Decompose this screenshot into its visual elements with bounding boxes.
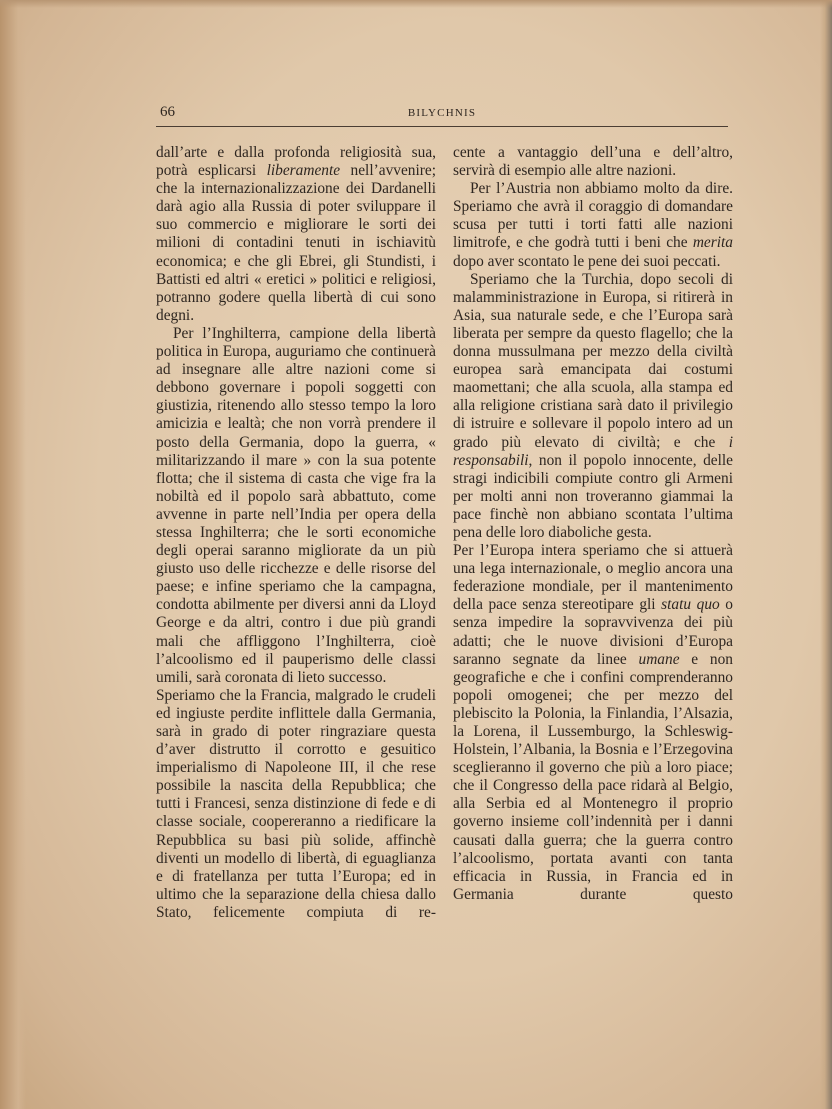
right-p3-text-b: , non il popolo innocente, delle stragi indicibili compiute contro gli Armeni per molti anni non troveranno giammai la pace finchè non abbiano scontata l’ultima pena delle loro diaboliche gesta. <box>453 451 733 541</box>
page-edge-right <box>820 0 832 1109</box>
left-column <box>156 144 436 922</box>
right-p4-text-b: o senza impedire la sopravvivenza dei più adatti; che le nuove divisioni d’Europa saranno segnate da linee <box>453 596 733 668</box>
left-p1-text-b: nell’avvenire; che la internazionalizzazione dei Dardanelli darà agio alla Russia di poter sviluppare il suo commercio e migliorare le sorti dei milioni di contadini tenuti in ischiavitù economica; e che gli Ebrei, gli Stundisti, i Battisti ed altri « eretici » politici e religiosi, potranno godere quella libertà di cui sono degni. <box>156 162 436 324</box>
left-p1-italic: liberamente <box>266 162 341 180</box>
left-paragraph-1 <box>156 144 436 325</box>
right-paragraph-2 <box>453 180 733 270</box>
journal-title: BILYCHNIS <box>407 107 477 119</box>
right-p2-text-b: dopo aver scontato le pene dei suoi peccati. <box>453 252 721 270</box>
right-p2-italic: merita <box>692 234 733 252</box>
right-column <box>453 144 733 904</box>
right-p4-text-c: e non geografiche e che i confini comprenderanno popoli omogenei; che per mezzo del plebiscito la Polonia, la Finlandia, l’Alsazia, la Lorena, il Lussemburgo, la Schleswig-Holstein, l’Albania, la Bosnia e l’Erzegovina sceglieranno il governo che più a loro piace; che il Congresso della pace ridarà al Belgio, alla Serbia ed al Montenegro il proprio governo insieme coll’indennità per i danni causati dalla guerra; che la guerra contro l’alcoolismo, portata avanti con tanta efficacia in Russia, in Francia ed in Germania durante questo <box>453 650 733 903</box>
right-p4-text-a: Per l’Europa intera speriamo che si attuerà una lega internazionale, o meglio ancora una federazione mondiale, per il mantenimento della pace senza stereotipare gli <box>453 542 733 614</box>
running-header <box>156 104 728 127</box>
page-number: 66 <box>160 104 175 120</box>
page-edge-left <box>0 0 26 1109</box>
left-p1-text-a: dall’arte e dalla profonda religiosità sua, potrà esplicarsi <box>156 144 436 180</box>
right-p3-italic: i responsabili <box>453 433 733 469</box>
page-edge-top <box>0 0 832 8</box>
right-p2-text-a: Per l’Austria non abbiamo molto da dire. Speriamo che avrà il coraggio di domandare scusa per tutti i torti fatti alle nazioni limitrofe, e che godrà tutti i beni che <box>453 180 733 252</box>
right-p4-italic-2: umane <box>638 650 680 668</box>
right-paragraph-1: cente a vantaggio dell’una e dell’altro, servirà di esempio alle altre nazioni. <box>453 144 733 180</box>
right-p3-text-a: Speriamo che la Turchia, dopo secoli di malamministrazione in Europa, si ritirerà in Asia, sua naturale sede, e che l’Europa sarà liberata per sempre da questo flagello; che la donna mussulmana per mezzo della civiltà europea sarà emancipata dai costumi maomettani; che alla scuola, alla stampa ed alla religione cristiana sarà dato il privilegio di istruire e sollevare il popolo intero ad un grado più elevato di civiltà; e che <box>453 270 733 451</box>
left-paragraph-3: Speriamo che la Francia, malgrado le crudeli ed ingiuste perdite inflittele dalla Germania, sarà in grado di poter ringraziare questa d’aver distrutto il corrotto e gesuitico imperialismo di Napoleone III, il che rese possibile la nascita della Repubblica; che tutti i Francesi, senza distinzione di fede e di classe sociale, coopereranno a riedificare la Repubblica su basi più solide, affinchè diventi un modello di libertà, di eguaglianza e di fratellanza per tutta l’Europa; ed in ultimo che la separazione della chiesa dallo Stato, felicemente compiuta di re- <box>156 686 436 921</box>
right-paragraph-3 <box>453 271 733 542</box>
left-paragraph-2: Per l’Inghilterra, campione della libertà politica in Europa, auguriamo che continuerà ad insegnare alle altre nazioni come si debbono governare i popoli soggetti con giustizia, ritenendo allo stesso tempo la loro amicizia e lealtà; che non vorrà prendere il posto della Germania, dopo la guerra, « militarizzando il mare » con la sua potente flotta; che il sistema di casta che vige fra la nobiltà ed il popolo sarà abbattuto, come avvenne in parte nell’India per opera della stessa Inghilterra; che le sorti economiche degli operai saranno migliorate da un più giusto uso delle ricchezze e delle risorse del paese; e infine speriamo che la campagna, condotta abilmente per diversi anni da Lloyd George e da altri, contro i due più grandi mali che affliggono l’Inghilterra, cioè l’alcoolismo ed il pauperismo delle classi umili, sarà coronata di lieto successo. <box>156 324 436 686</box>
right-paragraph-4 <box>453 542 733 904</box>
right-p4-italic-1: statu quo <box>661 596 720 614</box>
